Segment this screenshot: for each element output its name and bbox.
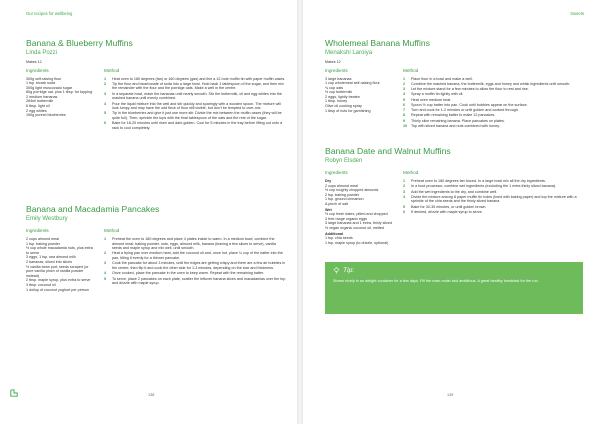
ingredient-item: 2 medium bananas	[26, 94, 58, 99]
right-page	[303, 0, 600, 424]
ingredient-item: A pinch of salt	[325, 201, 348, 206]
left-page	[0, 0, 297, 424]
recipe-title: Banana & Blueberry Muffins	[26, 38, 133, 48]
step-text: Heat oven to 180 degrees (fan) or 160 degrees (gas) and line a 12-hole muffin tin with paper muffin cases.	[112, 76, 286, 81]
step-number: 3	[403, 87, 406, 92]
method-heading: Method	[104, 228, 120, 233]
ingredients-column	[26, 228, 104, 292]
ingredient-group-heading: Additional	[325, 231, 344, 236]
ingredient-item: 3 free range organic eggs	[325, 216, 368, 221]
method-step	[403, 98, 587, 103]
step-number: 1	[403, 76, 406, 81]
running-head: Our recipes for wellbeing	[26, 11, 73, 16]
step-number: 6	[403, 102, 406, 107]
step-number: 4	[104, 271, 107, 276]
ingredient-item: 3 tbsp. coconut oil	[26, 282, 56, 287]
ingredient-item: 2 tsp. baking powder	[325, 192, 360, 197]
recipe-wholemeal-banana-muffins	[325, 38, 587, 129]
step-number: 4	[403, 194, 406, 199]
step-number: 5	[104, 276, 107, 281]
ingredient-item: ½ cup buttermilk	[325, 90, 353, 95]
ingredient-item: ¾ cup oats	[325, 85, 344, 90]
step-text: Once cooked, place the pancake in the oven to keep warm. Repeat with the remaining batter.	[112, 271, 265, 276]
step-text: Turn and cook for 1-2 minutes or until golden and cooked through.	[411, 108, 519, 113]
ingredient-item: 1 dollop of coconut yoghurt per person	[26, 287, 89, 292]
method-heading: Method	[403, 170, 419, 175]
ingredient-item: ½ cup fresh dates, pitted and chopped	[325, 212, 388, 217]
method-step	[403, 87, 587, 92]
ingredient-item: 2 eggs, lightly beaten	[325, 94, 360, 99]
step-number: 2	[403, 184, 406, 189]
step-number: 2	[104, 251, 107, 256]
ingredient-item: 1 tsp. maple syrup (to drizzle, optional)	[325, 240, 389, 245]
step-number: 4	[104, 101, 107, 106]
ingredient-item: 6 tbsp. light oil	[26, 104, 50, 109]
ingredient-item: 1 tsp. bicarb soda	[26, 81, 56, 86]
step-number: 4	[403, 92, 406, 97]
step-text: Let the mixture stand for a few minutes to allow the flour to rest and rise.	[411, 87, 529, 92]
method-step	[403, 113, 587, 118]
ingredient-item: 300g self-raising flour	[26, 76, 62, 81]
ingredients-column	[325, 170, 403, 245]
method-step	[403, 190, 587, 195]
ingredient-item: 2 egg whites	[26, 108, 47, 113]
ingredient-item: 2 bananas, sliced into slices	[26, 259, 72, 264]
method-step	[104, 111, 286, 120]
method-step	[104, 251, 286, 260]
method-step	[104, 121, 286, 130]
recipe-yield: Makes 12	[325, 60, 341, 64]
method-heading: Method	[403, 67, 419, 73]
step-number: 2	[104, 81, 107, 86]
ingredient-item: 1 tsp. chia seeds	[325, 236, 353, 241]
step-number: 7	[403, 108, 406, 113]
ingredients-heading: Ingredients	[325, 170, 348, 175]
recipe-banana-blueberry-muffins	[26, 38, 286, 131]
method-step	[104, 77, 286, 82]
recipe-author: Linda Pozzi	[26, 50, 58, 56]
method-column	[403, 68, 587, 130]
step-text: Bake for 18-20 minutes until risen and dark golden. Cool for 5 minutes in the tray before lifting out onto a rack to cool completely.	[112, 121, 283, 130]
method-step	[403, 124, 587, 129]
method-step	[403, 184, 587, 189]
ingredient-item: 80g porridge oat, plus 1 tbsp. for topping	[26, 90, 93, 95]
method-column	[104, 228, 286, 292]
ingredient-item: 150g punnet blueberries	[26, 113, 66, 118]
step-number: 5	[403, 204, 406, 209]
step-number: 6	[104, 121, 107, 126]
step-text: In a food processor, combine wet ingredients (excluding the 1 extra thinly sliced banana).	[411, 184, 557, 189]
ingredient-item: ½ vanilla bean pod, seeds scraped (or pure vanilla pinch of vanilla powder instead)	[26, 264, 89, 278]
method-step	[403, 103, 587, 108]
method-step	[403, 92, 587, 97]
step-text: Add the wet ingredients to the dry, and combine well.	[411, 189, 498, 194]
lightbulb-icon	[333, 267, 340, 274]
step-number: 3	[104, 91, 107, 96]
ingredient-item: 3 large bananas and 1 extra, thinly sliced	[325, 221, 393, 226]
publisher-logo-icon	[10, 389, 18, 397]
page-number: 138	[148, 393, 155, 397]
ingredient-item: 3 large bananas	[325, 76, 352, 81]
step-number: 5	[104, 111, 107, 116]
tip-heading: Tip:	[343, 267, 355, 274]
ingredient-group-heading: Dry	[325, 179, 332, 183]
step-number: 1	[104, 76, 107, 81]
ingredient-item: 1 tbsp of nuts for garnishing	[325, 108, 371, 113]
recipe-title: Wholemeal Banana Muffins	[325, 38, 430, 48]
ingredients-heading: Ingredients	[26, 228, 49, 233]
method-step	[104, 261, 286, 270]
ingredients-heading: Ingredients	[26, 67, 49, 73]
page-number: 139	[447, 393, 454, 397]
step-text: Pour the liquid mixture into the well and stir quickly and sparingly with a wooden spoon. The mixture will look lumpy and may have the odd fleck of flour still visible, but don't be tempted to over-mix.	[112, 101, 281, 111]
step-text: Heat oven medium heat.	[411, 97, 452, 102]
step-number: 5	[403, 97, 406, 102]
step-text: Heat a frying pan over medium heat, add the coconut oil and, once hot, place ¼ cup of the batter into the pan, tilting it evenly for a thinner pancake.	[112, 251, 283, 261]
ingredients-column	[325, 68, 403, 130]
ingredient-item: Olive oil cooking spray	[325, 104, 362, 109]
method-step	[403, 210, 587, 215]
step-text: Spray a muffin tin lightly with oil.	[411, 92, 464, 97]
step-text: Preheat oven to 180 degrees fan forced. In a large bowl mix all the dry ingredients.	[411, 179, 546, 183]
step-text: To serve, place 2 pancakes on each plate, scatter the leftover banana slices and macadamias over the top and drizzle with maple syrup.	[112, 276, 286, 286]
method-step	[104, 277, 286, 286]
method-step	[104, 92, 286, 101]
ingredient-item: ½ vegan organic coconut oil, melted	[325, 225, 385, 230]
method-column	[403, 170, 587, 245]
step-text: Divide the mixture among 8 paper muffin tin holes (lined with baking paper) and top the mixture with a sprinkle of the chia seeds and the thinly sliced banana.	[411, 194, 577, 204]
ingredient-item: ½ cup whole macadamia nuts, plus extra to serve	[26, 246, 93, 255]
step-text: Thinly slice remaining banana. Place pancakes on plates.	[411, 118, 505, 123]
step-text: If desired, drizzle with maple syrup to serve.	[411, 210, 483, 214]
step-number: 3	[104, 261, 107, 266]
ingredient-item: 2 cups almond meal	[325, 183, 359, 188]
ingredient-item: 284ml buttermilk	[26, 99, 54, 104]
step-text: Bake for 30-35 minutes, or until golden brown.	[411, 204, 487, 209]
step-number: 1	[403, 179, 406, 183]
step-text: Combine the mashed banana, the buttermilk, eggs and honey and whisk ingredients until smooth.	[411, 81, 571, 86]
recipe-banana-date-walnut-muffins	[325, 146, 587, 245]
recipe-author: Menakshi Laroiya	[325, 50, 373, 56]
ingredient-item: 1 tbsp. honey	[325, 99, 348, 104]
recipe-author: Emily Westbury	[26, 216, 68, 222]
ingredient-item: 1 tsp. ground cinnamon	[325, 197, 364, 202]
step-text: Cook the pancake for about 3 minutes, until the edges are getting crispy and there are a few air bubbles in the centre, then flip it and cook the other side for 1-3 minutes, depending on the size and thickness.	[112, 261, 286, 270]
step-text: Top with sliced banana and nuts combined with honey.	[411, 124, 500, 129]
step-number: 1	[104, 237, 107, 241]
method-step	[403, 119, 587, 124]
method-column	[104, 68, 286, 132]
step-number: 8	[403, 113, 406, 118]
recipe-banana-macadamia-pancakes	[26, 204, 286, 292]
ingredient-item: 3 eggs, 1 tsp. sea almond milk	[26, 255, 76, 260]
ingredient-item: 2 cups almond meal	[26, 237, 60, 241]
tip-text: Stores nicely in an airtight container for a few days. Fill the main motel and ambitious. A great healthy breakfast for the run.	[333, 279, 539, 283]
step-text: Preheat the oven to 180 degrees and place 4 plates inside to warm. In a medium bowl, combine the almond meal, baking powder, nuts, eggs, almond milk, banana (leaving a few slices to serve), vanilla seeds and maple syrup and mix well, until smooth.	[112, 237, 276, 251]
step-number: 2	[403, 81, 406, 86]
recipe-author: Robyn Elsden	[325, 158, 363, 164]
method-step	[104, 102, 286, 111]
step-text: Tip the flour and bicarbonate of soda into a large bowl. Hold back 1 tablespoon of the sugar, and then mix the remainder with the flour and the porridge oats. Make a well in the centre.	[112, 81, 284, 91]
ingredients-column	[26, 68, 104, 132]
recipe-title: Banana Date and Walnut Muffins	[325, 146, 451, 156]
step-number: 3	[403, 189, 406, 194]
method-step	[403, 82, 587, 87]
step-text: In a separate bowl, mash the bananas until nearly smooth. Stir the buttermilk, oil and egg whites into the mashed banana until evenly combined.	[112, 91, 282, 101]
ingredient-item: 2 tbsp. maple syrup, plus extra to serve	[26, 278, 91, 283]
step-text: Tip in the blueberries and give it just one more stir. Divide the mix between the muffin cases (they will be quite full). Then, sprinkle the tops with the final tablespoon of the oats and the rest of the sugar.	[112, 111, 282, 120]
ingredient-item: 300g light muscovado sugar	[26, 85, 73, 90]
ingredient-item: 1 tsp. baking powder	[26, 241, 61, 246]
ingredient-item: 1 cup wholemeal self-raising flour	[325, 81, 380, 86]
method-step	[403, 179, 587, 184]
method-step	[104, 237, 286, 251]
ingredients-heading: Ingredients	[325, 67, 348, 73]
step-text: Repeat with remaining batter to make 12 pancakes.	[411, 113, 496, 118]
step-number: 9	[403, 118, 406, 123]
method-step	[104, 271, 286, 276]
method-heading: Method	[104, 67, 120, 73]
method-step	[104, 82, 286, 91]
ingredient-item: ½ cup roughly chopped almonds	[325, 188, 379, 193]
step-number: 10	[403, 124, 408, 129]
method-step	[403, 108, 587, 113]
tip-box	[325, 262, 583, 314]
ingredient-group-heading: Wet	[325, 207, 332, 212]
method-step	[403, 77, 587, 82]
recipe-title: Banana and Macadamia Pancakes	[26, 204, 160, 214]
step-text: Place flour in a bowl and make a well.	[411, 76, 473, 81]
step-number: 6	[403, 210, 406, 214]
running-head: Sweets	[570, 11, 584, 16]
recipe-yield: Makes 12	[26, 60, 42, 64]
method-step	[403, 195, 587, 204]
step-text: Spoon ½ cup batter into pan. Cook until bubbles appear on the surface.	[411, 102, 528, 107]
method-step	[403, 205, 587, 210]
